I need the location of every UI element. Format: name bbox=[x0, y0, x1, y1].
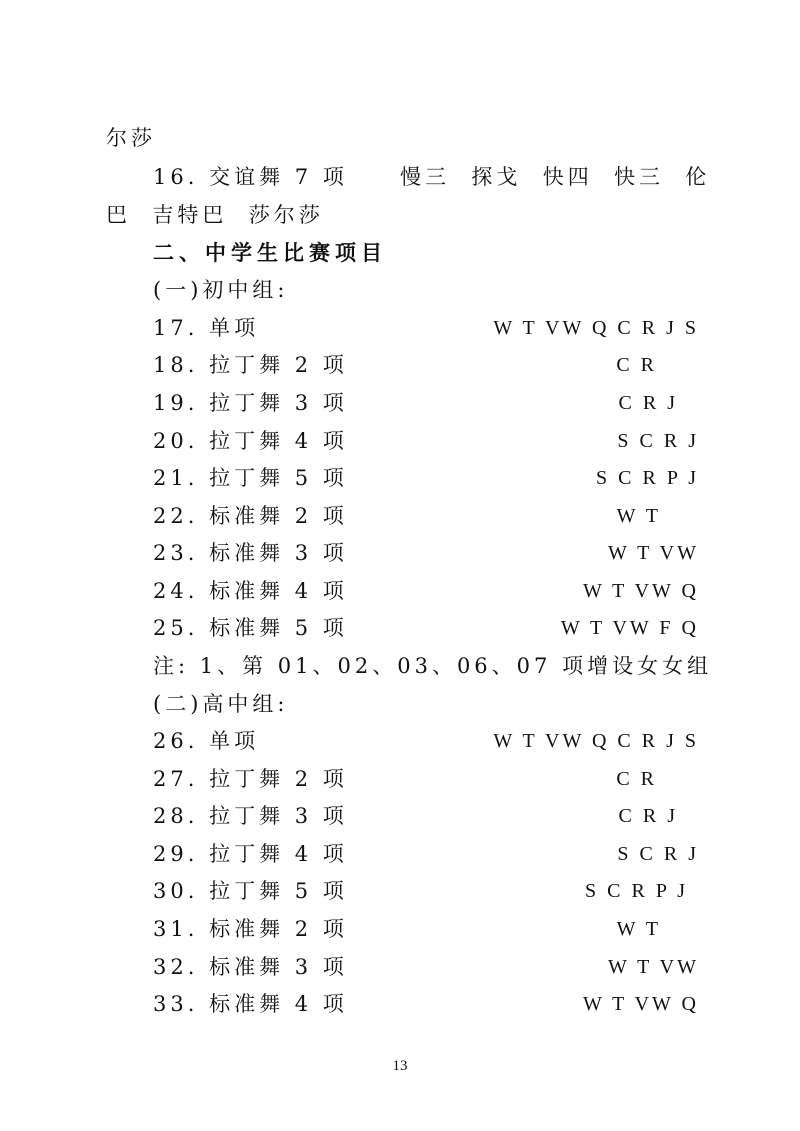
list-item-code: C R J bbox=[618, 805, 678, 827]
list-item-code: W T VW Q C R J S bbox=[493, 730, 699, 752]
list-item-label: 30. 拉丁舞 5 项 bbox=[153, 879, 348, 903]
list-item-label: 25. 标准舞 5 项 bbox=[153, 616, 348, 640]
list-item-label: 21. 拉丁舞 5 项 bbox=[153, 466, 348, 490]
list-item-label: 33. 标准舞 4 项 bbox=[153, 992, 348, 1016]
list-item-label: 32. 标准舞 3 项 bbox=[153, 955, 348, 979]
list-item-label: 23. 标准舞 3 项 bbox=[153, 541, 348, 565]
list-item-code: W T VW Q bbox=[582, 993, 699, 1015]
list-item-label: 17. 单项 bbox=[153, 316, 260, 340]
item-16-dances: 慢三 探戈 快四 快三 伦 bbox=[400, 165, 711, 189]
list-item-code: S C R J bbox=[617, 430, 699, 452]
junior-group-title: (一)初中组: bbox=[153, 278, 289, 302]
list-item-code: W T VW Q C R J S bbox=[493, 317, 699, 339]
list-item-code: S C R J bbox=[617, 843, 699, 865]
list-item-code: W T bbox=[616, 918, 661, 940]
list-item-label: 31. 标准舞 2 项 bbox=[153, 917, 348, 941]
list-item-label: 28. 拉丁舞 3 项 bbox=[153, 804, 348, 828]
note: 注: 1、第 01、02、03、06、07 项增设女女组 bbox=[153, 654, 713, 678]
list-item-code: W T VW Q bbox=[582, 580, 699, 602]
list-item-code: S C R P J bbox=[596, 467, 699, 489]
item-16-dances-continued: 巴 吉特巴 莎尔莎 bbox=[106, 203, 324, 227]
list-item-code: W T VW bbox=[608, 542, 699, 564]
list-item-label: 27. 拉丁舞 2 项 bbox=[153, 767, 348, 791]
list-item-code: C R J bbox=[618, 392, 678, 414]
list-item-code: C R bbox=[616, 768, 657, 790]
list-item-label: 26. 单项 bbox=[153, 729, 260, 753]
list-item-code: C R bbox=[616, 354, 657, 376]
list-item-label: 24. 标准舞 4 项 bbox=[153, 579, 348, 603]
section-heading: 二、中学生比赛项目 bbox=[153, 241, 387, 265]
list-item-label: 20. 拉丁舞 4 项 bbox=[153, 429, 348, 453]
item-16-label: 16. 交谊舞 7 项 bbox=[153, 165, 348, 189]
continued-text: 尔莎 bbox=[106, 126, 156, 150]
list-item-code: S C R P J bbox=[585, 880, 688, 902]
list-item-label: 19. 拉丁舞 3 项 bbox=[153, 391, 348, 415]
senior-group-title: (二)高中组: bbox=[153, 692, 289, 716]
list-item-label: 29. 拉丁舞 4 项 bbox=[153, 842, 348, 866]
list-item-label: 18. 拉丁舞 2 项 bbox=[153, 353, 348, 377]
list-item-code: W T VW F Q bbox=[560, 617, 699, 639]
list-item-label: 22. 标准舞 2 项 bbox=[153, 504, 348, 528]
page-number: 13 bbox=[392, 1058, 408, 1074]
list-item-code: W T VW bbox=[608, 956, 699, 978]
list-item-code: W T bbox=[616, 505, 661, 527]
